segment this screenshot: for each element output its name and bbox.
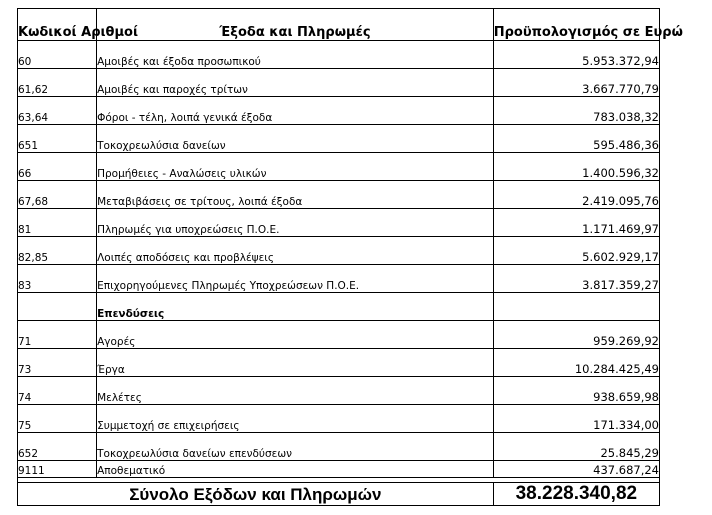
row-description: Αμοιβές και έξοδα προσωπικού (97, 41, 494, 69)
row-description: Συμμετοχή σε επιχειρήσεις (97, 405, 494, 433)
table-row (18, 41, 660, 69)
row-description: Αμοιβές και παροχές τρίτων (97, 69, 494, 97)
table-row (18, 461, 660, 478)
table-header-row (18, 9, 660, 41)
row-description: Αγορές (97, 321, 494, 349)
row-amount: 5.602.929,17 (493, 237, 659, 265)
row-code: 71 (18, 321, 97, 349)
row-description: Πληρωμές για υποχρεώσεις Π.Ο.Ε. (97, 209, 494, 237)
row-code: 83 (18, 265, 97, 293)
row-amount: 959.269,92 (493, 321, 659, 349)
table-row (18, 69, 660, 97)
table-row (18, 349, 660, 377)
empty-cell (18, 293, 97, 321)
row-code: 74 (18, 377, 97, 405)
row-amount: 3.817.359,27 (493, 265, 659, 293)
table-row (18, 405, 660, 433)
row-description: Μεταβιβάσεις σε τρίτους, λοιπά έξοδα (97, 181, 494, 209)
row-amount: 2.419.095,76 (493, 181, 659, 209)
row-code: 61,62 (18, 69, 97, 97)
table-row (18, 321, 660, 349)
row-code: 66 (18, 153, 97, 181)
row-amount: 171.334,00 (493, 405, 659, 433)
row-description: Μελέτες (97, 377, 494, 405)
row-code: 81 (18, 209, 97, 237)
row-code: 63,64 (18, 97, 97, 125)
row-amount: 3.667.770,79 (493, 69, 659, 97)
table-row (18, 377, 660, 405)
section-row (18, 293, 660, 321)
row-description: Προμήθειες - Αναλώσεις υλικών (97, 153, 494, 181)
header-codes: Κωδικοί Αριθμοί (18, 9, 97, 41)
row-amount: 938.659,98 (493, 377, 659, 405)
row-amount: 437.687,24 (493, 461, 659, 478)
table-row (18, 265, 660, 293)
section-title: Επενδύσεις (97, 293, 494, 321)
header-description: Έξοδα και Πληρωμές (97, 9, 494, 41)
row-code: 9111 (18, 461, 97, 478)
row-amount: 595.486,36 (493, 125, 659, 153)
row-description: Τοκοχρεωλύσια δανείων επενδύσεων (97, 433, 494, 461)
row-description: Τοκοχρεωλύσια δανείων (97, 125, 494, 153)
row-amount: 10.284.425,49 (493, 349, 659, 377)
row-description: Έργα (97, 349, 494, 377)
table-row (18, 153, 660, 181)
table-row (18, 97, 660, 125)
row-description: Επιχορηγούμενες Πληρωμές Υποχρεώσεων Π.Ο.Ε. (97, 265, 494, 293)
table-row (18, 209, 660, 237)
row-amount: 1.400.596,32 (493, 153, 659, 181)
row-code: 75 (18, 405, 97, 433)
row-amount: 783.038,32 (493, 97, 659, 125)
total-row (18, 483, 660, 506)
row-code: 60 (18, 41, 97, 69)
row-description: Αποθεματικό (97, 461, 494, 478)
budget-table (17, 8, 683, 506)
row-description: Λοιπές αποδόσεις και προβλέψεις (97, 237, 494, 265)
row-amount: 25.845,29 (493, 433, 659, 461)
row-code: 652 (18, 433, 97, 461)
table-row (18, 181, 660, 209)
table-row (18, 433, 660, 461)
row-code: 82,85 (18, 237, 97, 265)
empty-cell (493, 293, 659, 321)
row-code: 73 (18, 349, 97, 377)
row-code: 67,68 (18, 181, 97, 209)
row-amount: 1.171.469,97 (493, 209, 659, 237)
row-description: Φόροι - τέλη, λοιπά γενικά έξοδα (97, 97, 494, 125)
table-row (18, 125, 660, 153)
row-code: 651 (18, 125, 97, 153)
row-amount: 5.953.372,94 (493, 41, 659, 69)
total-amount: 38.228.340,82 (493, 483, 659, 506)
total-label: Σύνολο Εξόδων και Πληρωμών (18, 483, 494, 506)
table-row (18, 237, 660, 265)
header-budget: Προϋπολογισμός σε Ευρώ (493, 9, 659, 41)
